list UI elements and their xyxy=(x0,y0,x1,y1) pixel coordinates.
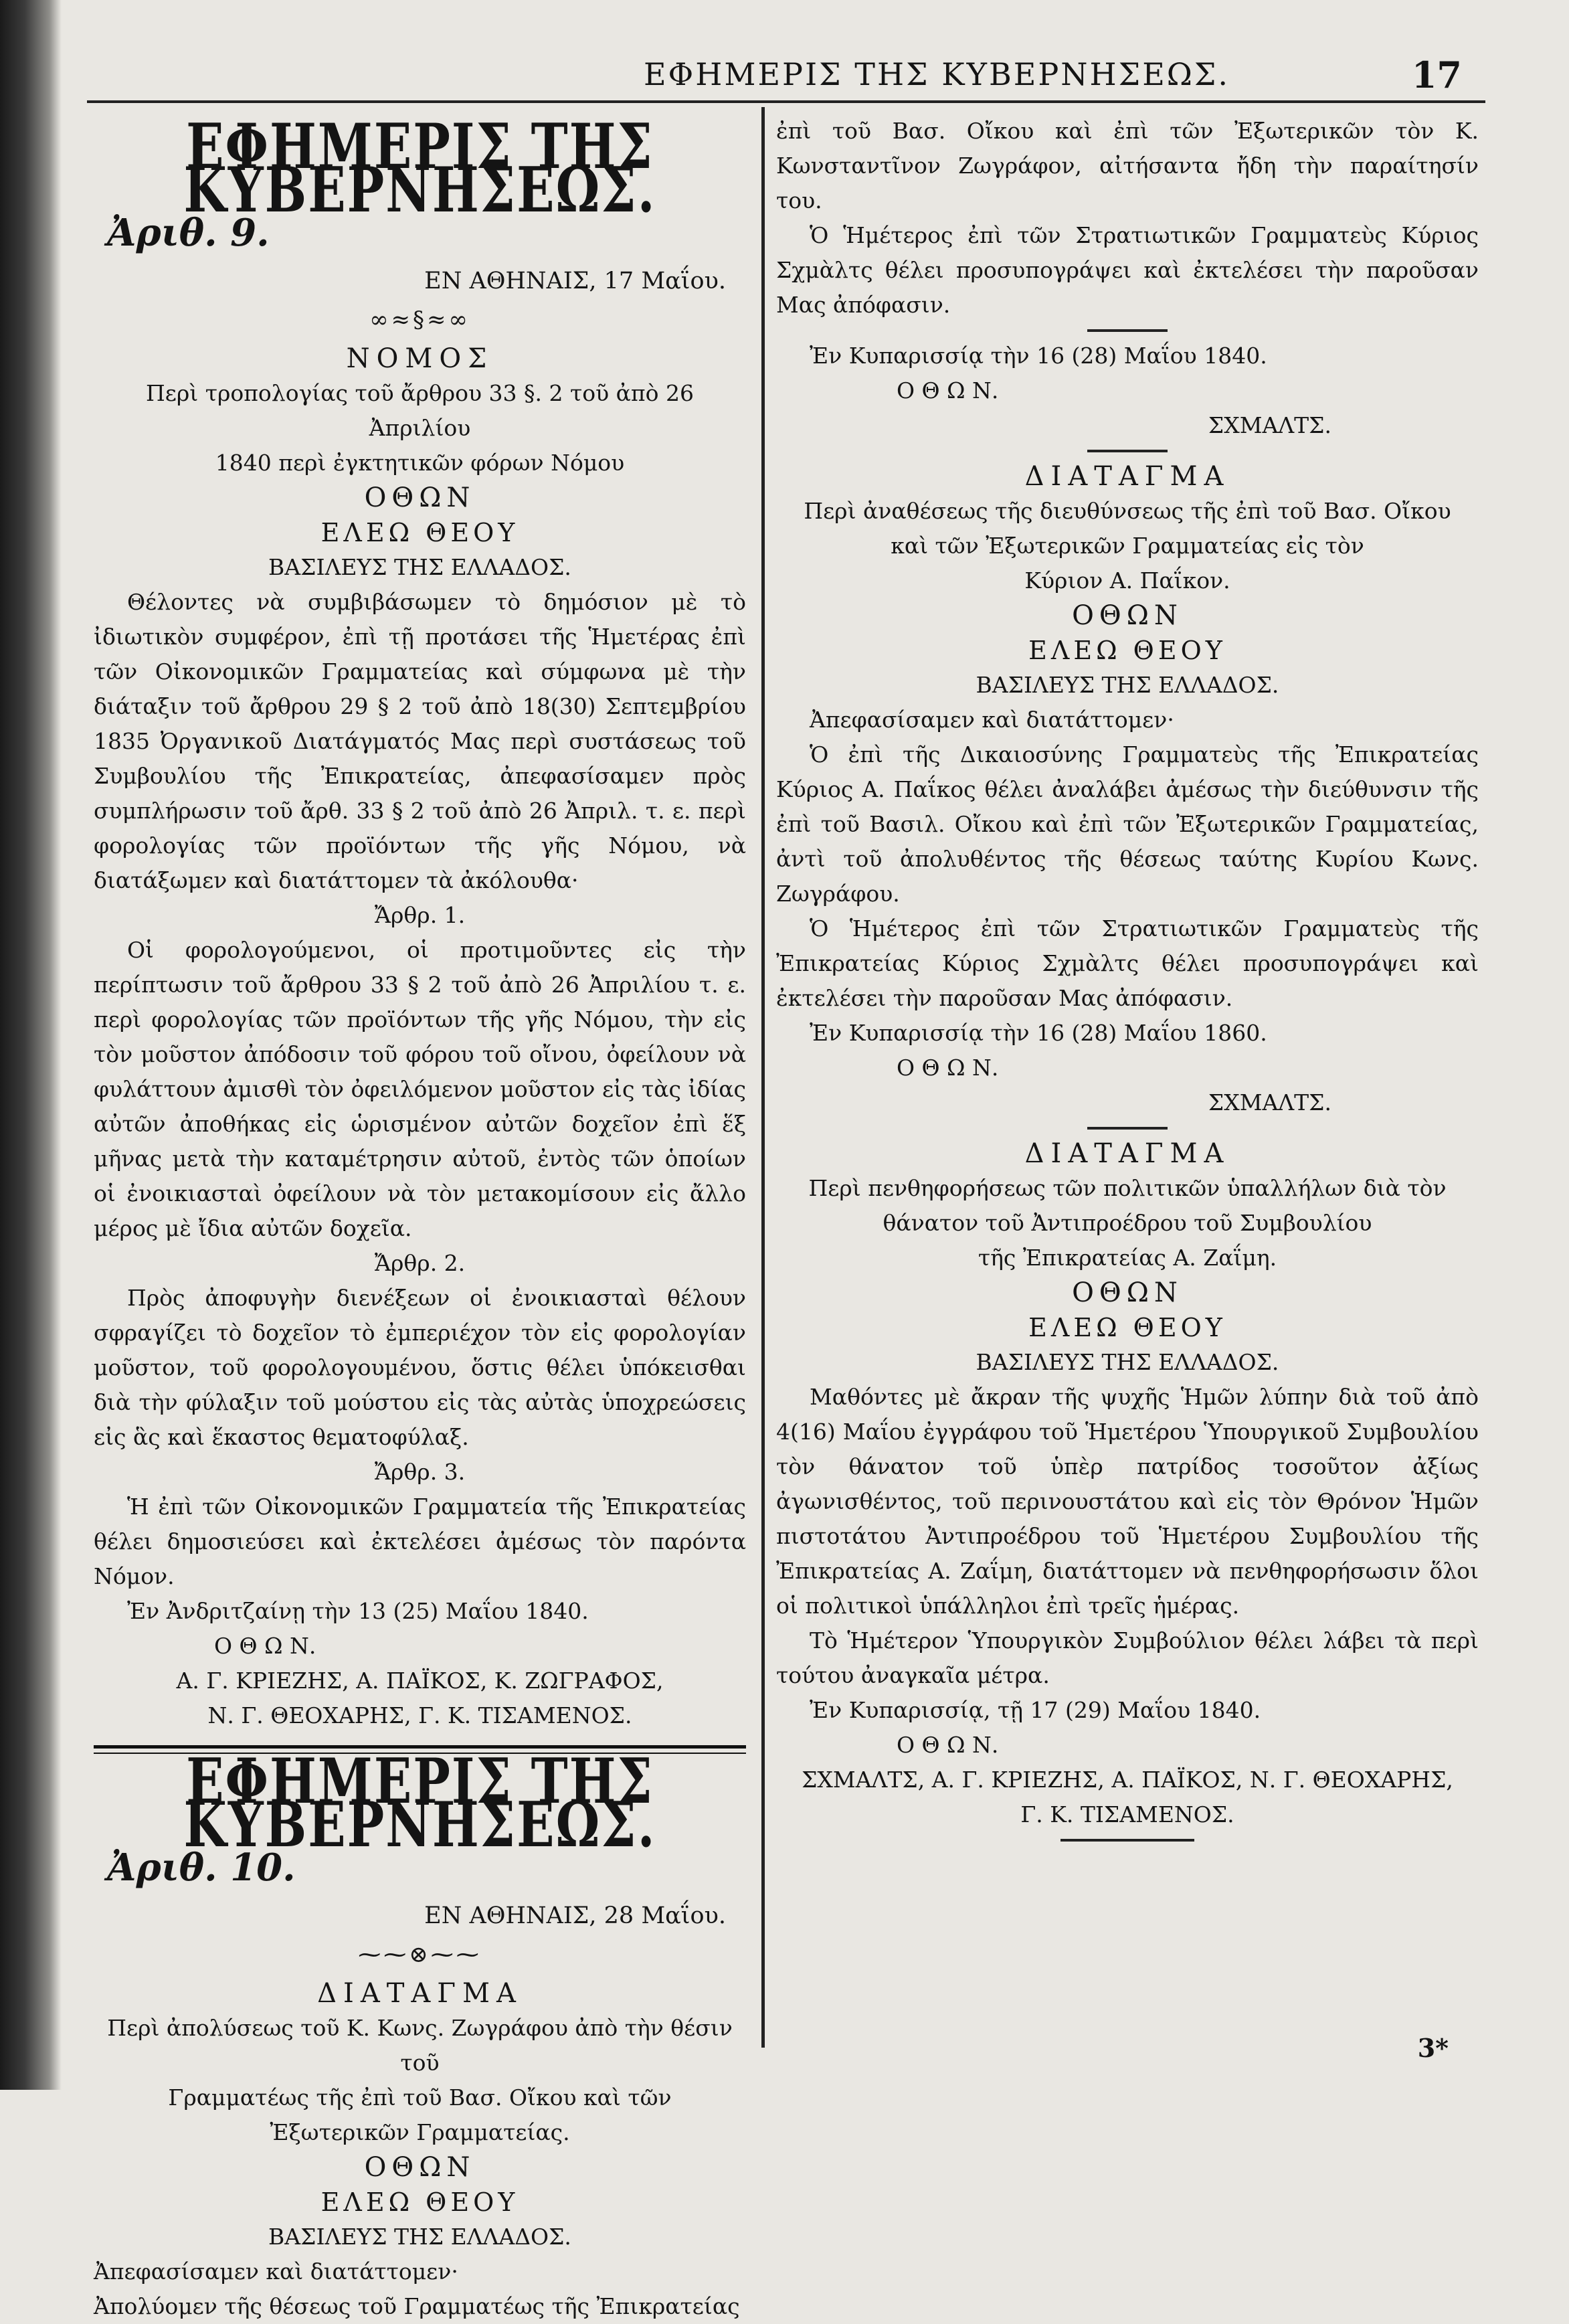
king-title: ΒΑΣΙΛΕΥΣ ΤΗΣ ΕΛΛΑΔΟΣ. xyxy=(268,554,571,580)
article-text: Πρὸς ἀποφυγὴν διενέξεων οἱ ἐνοικιασταὶ θέλουν σφραγίζει τὸ δοχεῖον τὸ ἐμπεριέχον τὸν εἰς φορολογίαν μοῦστον, τοῦ φορολογουμένου, ὅστις θέλει ὑπόκεισθαι διὰ τὴν φύλαξιν τοῦ μούστου εἰς τὰς αὐτὰς ὑποχρεώσεις εἰς ἃς καὶ ἕκαστος θεματοφύλαξ. xyxy=(94,1285,746,1450)
decree-text: Ἀπεφασίσαμεν καὶ διατάττομεν· xyxy=(810,707,1174,733)
law-subject-line: 1840 περὶ ἐγκτητικῶν φόρων Νόμου xyxy=(215,450,625,476)
article-text: Οἱ φορολογούμενοι, οἱ προτιμοῦντες εἰς τὴν περίπτωσιν τοῦ ἄρθρου 33 § 2 τοῦ ἀπὸ 26 Ἀπριλίου τ. ε. περὶ φορολογίας τῶν προϊόντων τῆς γῆς Νόμου, τὴν εἰς τὸν μοῦστον ἀπόδοσιν τοῦ φόρου τοῦ οἴνου, ὀφείλουν νὰ φυλάττουν ἀμισθὶ τὸν ὀφειλόμενον μοῦστον εἰς τὰς ἰδίας αὐτῶν ἀποθήκας εἰς ὡρισμένον αὐτῶν δοχεῖον ἐπὶ ἕξ μῆνας μετὰ τὴν καταμέτρησιν αὐτοῦ, ἐντὸς τῶν ὁποίων οἱ ἐνοικιασταὶ ὀφείλουν νὰ τὸν μετακομίσουν εἰς ἄλλο μέρος μὲ ἴδια αὐτῶν δοχεῖα. xyxy=(94,937,746,1241)
grace-line: ΕΛΕΩ ΘΕΟΥ xyxy=(320,518,519,547)
decree-subject-line: καὶ τῶν Ἐξωτερικῶν Γραμματείας εἰς τὸν xyxy=(891,533,1364,559)
decree-subject-line: Περὶ ἀναθέσεως τῆς διευθύνσεως τῆς ἐπὶ τοῦ Βασ. Οἴκου xyxy=(804,498,1451,524)
short-rule xyxy=(1087,1127,1168,1130)
countersignature: ΣΧΜΑΛΤΣ. xyxy=(1208,1089,1331,1115)
king-name: ΟΘΩΝ xyxy=(1072,1277,1183,1308)
ministers-line: Γ. Κ. ΤΙΣΑΜΕΝΟΣ. xyxy=(1020,1801,1234,1827)
decree-subject-line: τῆς Ἐπικρατείας Α. Ζαΐμη. xyxy=(978,1245,1277,1271)
ministers-line: Α. Γ. ΚΡΙΕΖΗΣ, Α. ΠΑΪΚΟΣ, Κ. ΖΩΓΡΑΦΟΣ, xyxy=(176,1668,664,1694)
right-column xyxy=(776,114,1479,1848)
column-divider xyxy=(761,107,765,2048)
dateline: ΕΝ ΑΘΗΝΑΙΣ, 28 Μαΐου. xyxy=(424,1902,726,1929)
article-heading: Ἄρθρ. 1. xyxy=(374,902,466,928)
grace-line: ΕΛΕΩ ΘΕΟΥ xyxy=(1028,1313,1226,1342)
preamble: Θέλοντες νὰ συμβιβάσωμεν τὸ δημόσιον μὲ τὸ ἰδιωτικὸν συμφέρον, ἐπὶ τῇ προτάσει τῆς Ἡμετέρας ἐπὶ τῶν Οἰκονομικῶν Γραμματείας καὶ σύμφωνα μὲ τὴν διάταξιν τοῦ ἄρθρου 29 § 2 τοῦ ἀπὸ 18(30) Σεπτεμβρίου 1835 Ὀργανικοῦ Διατάγματός Μας περὶ συστάσεως τοῦ Συμβουλίου τῆς Ἐπικρατείας, ἀπεφασίσαμεν πρὸς συμπλήρωσιν τοῦ ἄρθ. 33 § 2 τοῦ ἀπὸ 26 Ἀπριλ. τ. ε. περὶ φορολογίας τῶν προϊόντων τῆς γῆς Νόμου, νὰ διατάξωμεν καὶ διατάττομεν τὰ ἀκόλουθα· xyxy=(94,589,746,893)
masthead-issue-10: ΕΦΗΜΕΡΙΣ ΤΗΣ ΚΥΒΕΡΝΗΣΕΩΣ. xyxy=(183,1745,656,1862)
royal-signature: Ο Θ Ω Ν. xyxy=(214,1633,316,1659)
masthead-issue-9: ΕΦΗΜΕΡΙΣ ΤΗΣ ΚΥΒΕΡΝΗΣΕΩΣ. xyxy=(183,110,656,227)
king-title: ΒΑΣΙΛΕΥΣ ΤΗΣ ΕΛΛΑΔΟΣ. xyxy=(268,2224,571,2250)
king-title: ΒΑΣΙΛΕΥΣ ΤΗΣ ΕΛΛΑΔΟΣ. xyxy=(976,672,1279,698)
place-date: Ἐν Ἀνδριτζαίνῃ τὴν 13 (25) Μαΐου 1840. xyxy=(127,1598,589,1624)
ornament: ∞≈§≈∞ xyxy=(369,306,470,333)
place-date: Ἐν Κυπαρισσίᾳ, τῇ 17 (29) Μαΐου 1840. xyxy=(810,1697,1261,1723)
article-heading: Ἄρθρ. 3. xyxy=(374,1459,466,1485)
decree-text: Τὸ Ἡμέτερον Ὑπουργικὸν Συμβούλιον θέλει λάβει τὰ περὶ τούτου ἀναγκαῖα μέτρα. xyxy=(776,1627,1479,1688)
header-rule xyxy=(87,100,1485,103)
ornamental-rule xyxy=(1060,1839,1194,1842)
royal-signature: Ο Θ Ω Ν. xyxy=(897,377,999,404)
place-date: Ἐν Κυπαρισσίᾳ τὴν 16 (28) Μαΐου 1860. xyxy=(810,1020,1267,1046)
grace-line: ΕΛΕΩ ΘΕΟΥ xyxy=(1028,636,1226,665)
decree-subject-line: Περὶ ἀπολύσεως τοῦ Κ. Κωνς. Ζωγράφου ἀπὸ τὴν θέσιν τοῦ xyxy=(107,2015,733,2076)
running-title: ΕΦΗΜΕΡΙΣ ΤΗΣ ΚΥΒΕΡΝΗΣΕΩΣ. xyxy=(643,56,1230,92)
decree-text: Ὁ ἐπὶ τῆς Δικαιοσύνης Γραμματεὺς τῆς Ἐπικρατείας Κύριος Α. Παΐκος θέλει ἀναλάβει ἀμέσως τὴν διεύθυνσιν τῆς ἐπὶ τοῦ Βασιλ. Οἴκου καὶ ἐπὶ τῶν Ἐξωτερικῶν Γραμματείας, ἀντὶ τοῦ ἀπολυθέντος τῆς θέσεως ταύτης Κυρίου Κωνς. Ζωγράφου. xyxy=(776,741,1479,907)
law-title: ΝΟΜΟΣ xyxy=(346,343,494,374)
countersignature: ΣΧΜΑΛΤΣ. xyxy=(1208,412,1331,438)
king-name: ΟΘΩΝ xyxy=(364,2152,476,2183)
grace-line: ΕΛΕΩ ΘΕΟΥ xyxy=(320,2187,519,2217)
article-heading: Ἄρθρ. 2. xyxy=(374,1250,466,1276)
decree-title: ΔΙΑΤΑΓΜΑ xyxy=(1024,1138,1230,1169)
decree-text: Ἀπολύομεν τῆς θέσεως τοῦ Γραμματέως τῆς Ἐπικρατείας xyxy=(94,2293,740,2319)
king-name: ΟΘΩΝ xyxy=(1072,600,1183,631)
signature-mark: 3* xyxy=(1417,2033,1449,2063)
decree-subject-line: Ἐξωτερικῶν Γραμματείας. xyxy=(270,2119,570,2145)
left-column xyxy=(94,110,746,2324)
decree-title: ΔΙΑΤΑΓΜΑ xyxy=(1024,461,1230,492)
place-date: Ἐν Κυπαρισσίᾳ τὴν 16 (28) Μαΐου 1840. xyxy=(810,343,1267,369)
decree-text: Ἀπεφασίσαμεν καὶ διατάττομεν· xyxy=(94,2258,458,2285)
issue-number: Ἀριθ. 10. xyxy=(107,1846,296,1890)
decree-text: Μαθόντες μὲ ἄκραν τῆς ψυχῆς Ἡμῶν λύπην διὰ τοῦ ἀπὸ 4(16) Μαΐου ἐγγράφου τοῦ Ἡμετέρου Ὑπουργικοῦ Συμβουλίου τὸν θάνατον τοῦ ὑπὲρ πατρίδος τοσοῦτον ἀξίως ἀγωνισθέντος, τοῦ περινουστάτου καὶ εἰς τὸν Θρόνον Ἡμῶν πιστοτάτου Ἀντιπροέδρου τοῦ Ἡμετέρου Συμβουλίου τῆς Ἐπικρατείας Α. Ζαΐμη, διατάττομεν νὰ πενθηφορήσωσιν ὅλοι οἱ πολιτικοὶ ὑπάλληλοι ἐπὶ τρεῖς ἡμέρας. xyxy=(776,1384,1479,1619)
decree-subject-line: θάνατον τοῦ Ἀντιπροέδρου τοῦ Συμβουλίου xyxy=(883,1210,1372,1236)
decree-text: Ὁ Ἡμέτερος ἐπὶ τῶν Στρατιωτικῶν Γραμματεὺς τῆς Ἐπικρατείας Κύριος Σχμὰλτς θέλει προσυπογράψει καὶ ἐκτελέσει τὴν παροῦσαν Μας ἀπόφασιν. xyxy=(776,915,1479,1011)
dateline: ΕΝ ΑΘΗΝΑΙΣ, 17 Μαΐου. xyxy=(424,268,726,294)
ministers-line: ΣΧΜΑΛΤΣ, Α. Γ. ΚΡΙΕΖΗΣ, Α. ΠΑΪΚΟΣ, Ν. Γ. ΘΕΟΧΑΡΗΣ, xyxy=(802,1767,1453,1793)
king-name: ΟΘΩΝ xyxy=(364,482,476,513)
decree-subject-line: Περὶ πενθηφορήσεως τῶν πολιτικῶν ὑπαλλήλων διὰ τὸν xyxy=(808,1175,1447,1201)
ornament: ⁓⁓⊗⁓⁓ xyxy=(358,1941,482,1968)
royal-signature: Ο Θ Ω Ν. xyxy=(897,1055,999,1081)
issue-number: Ἀριθ. 9. xyxy=(107,211,270,255)
short-rule xyxy=(1087,329,1168,332)
book-binding-shadow xyxy=(0,0,62,2090)
page-number: 17 xyxy=(1411,54,1462,96)
decree-subject-line: Γραμματέως τῆς ἐπὶ τοῦ Βασ. Οἴκου καὶ τῶν xyxy=(168,2084,672,2111)
law-subject-line: Περὶ τροπολογίας τοῦ ἄρθρου 33 §. 2 τοῦ ἀπὸ 26 Ἀπριλίου xyxy=(146,380,694,441)
royal-signature: Ο Θ Ω Ν. xyxy=(897,1732,999,1758)
ministers-line: Ν. Γ. ΘΕΟΧΑΡΗΣ, Γ. Κ. ΤΙΣΑΜΕΝΟΣ. xyxy=(207,1702,632,1728)
decree-text-continued: ἐπὶ τοῦ Βασ. Οἴκου καὶ ἐπὶ τῶν Ἐξωτερικῶν τὸν Κ. Κωνσταντῖνον Ζωγράφον, αἰτήσαντα ἤδη τὴν παραίτησίν του. xyxy=(776,118,1479,213)
decree-text: Ὁ Ἡμέτερος ἐπὶ τῶν Στρατιωτικῶν Γραμματεὺς Κύριος Σχμὰλτς θέλει προσυπογράψει καὶ ἐκτελέσει τὴν παροῦσαν Μας ἀπόφασιν. xyxy=(776,222,1479,318)
decree-title: ΔΙΑΤΑΓΜΑ xyxy=(317,1978,523,2009)
king-title: ΒΑΣΙΛΕΥΣ ΤΗΣ ΕΛΛΑΔΟΣ. xyxy=(976,1349,1279,1375)
article-text: Ἡ ἐπὶ τῶν Οἰκονομικῶν Γραμματεία τῆς Ἐπικρατείας θέλει δημοσιεύσει καὶ ἐκτελέσει ἀμέσως τὸν παρόντα Νόμον. xyxy=(94,1494,746,1589)
short-rule xyxy=(1087,450,1168,452)
decree-subject-line: Κύριον Α. Παΐκον. xyxy=(1024,567,1230,594)
